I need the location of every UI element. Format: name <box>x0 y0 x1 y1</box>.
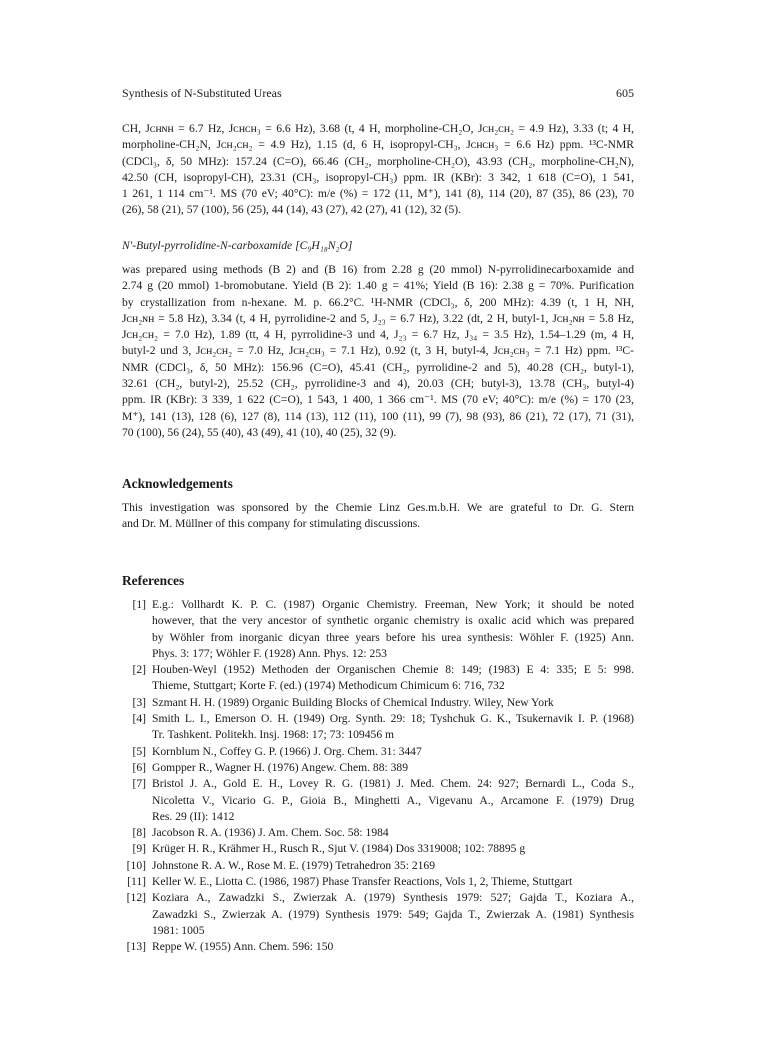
reference-item <box>122 939 634 955</box>
text-line: 2.74 g (20 mmol) 1-bromobutane. Yield (B 2): 1.40 g = 41%; Yield (B 16): 2.38 g = 70%. Purification <box>122 279 634 293</box>
reference-line: 1981: 1005 <box>152 923 205 937</box>
reference-number: [12] <box>126 891 146 905</box>
reference-text <box>152 825 634 841</box>
reference-line: Szmant H. H. (1989) Organic Building Blocks of Chemical Industry. Wiley, New York <box>152 695 554 709</box>
reference-text <box>152 841 634 857</box>
reference-text <box>152 695 634 711</box>
reference-item <box>122 776 634 825</box>
reference-line: Johnstone R. A. W., Rose M. E. (1979) Tetrahedron 35: 2169 <box>152 858 436 872</box>
reference-line: Keller W. E., Liotta C. (1986, 1987) Phase Transfer Reactions, Vols 1, 2, Thieme, Stuttgart <box>152 875 573 889</box>
text-line: was prepared using methods (B 2) and (B 16) from 2.28 g (20 mmol) N-pyrrolidinecarboxamide and <box>122 263 634 276</box>
reference-line: Houben-Weyl (1952) Methoden der Organischen Chemie 8: 149; (1983) E 4: 335; E 5: 998. <box>152 663 634 677</box>
reference-item <box>122 695 634 711</box>
reference-number: [13] <box>126 940 146 954</box>
reference-item <box>122 858 634 874</box>
reference-line: by Wöhler from inorganic dicyan three years before his urea synthesis: Wöhler F. (1925) Ann. <box>152 630 634 644</box>
reference-line: Krüger H. R., Krähmer H., Rusch R., Sjut V. (1984) Dos 3319008; 102: 78895 g <box>152 842 526 856</box>
reference-text <box>152 597 634 662</box>
text-line: 32.61 (CH₂, butyl-2), 25.52 (CH₂, pyrrolidine-3 and 4), 20.03 (CH; butyl-3), 13.78 (CH₃, butyl-4) <box>122 377 634 391</box>
reference-item <box>122 760 634 776</box>
reference-number: [4] <box>132 712 146 726</box>
reference-text <box>152 711 634 744</box>
compound-title: N′-Butyl-pyrrolidine-N-carboxamide [C₉H₁₈N₂O] <box>122 239 353 252</box>
reference-item <box>122 841 634 857</box>
text-line: NMR (CDCl₃, δ, 50 MHz): 156.96 (C=O), 45.41 (CH₂, pyrrolidine-2 and 5), 40.28 (CH₂, butyl-1), <box>122 360 634 374</box>
reference-number: [1] <box>132 598 146 611</box>
text-line: CH, Jᴄʜɴʜ = 6.7 Hz, Jᴄʜᴄʜ₃ = 6.6 Hz), 3.68 (t, 4 H, morpholine-CH₂O, Jᴄʜ₂ᴄʜ₂ = 4.9 Hz), 3.33 (t; 4 H, <box>122 122 634 135</box>
text-line: Jᴄʜ₂ᴄʜ₂ = 7.0 Hz), 1.89 (tt, 4 H, pyrrolidine-3 und 4, J₂₃ = 6.7 Hz, J₃₄ = 3.5 Hz), 1.54–1.29 (m, 4 H, <box>122 328 634 342</box>
reference-number: [10] <box>126 858 146 872</box>
reference-line: Gompper R., Wagner H. (1976) Angew. Chem. 88: 389 <box>152 760 409 774</box>
text-line: butyl-2 und 3, Jᴄʜ₂ᴄʜ₂ = 7.0 Hz, Jᴄʜ₂ᴄʜ₃ = 7.1 Hz), 0.92 (t, 3 H, butyl-4, Jᴄʜ₂ᴄʜ₃ = 7.1 Hz) ppm. ¹³C- <box>122 344 634 358</box>
reference-line: Kornblum N., Coffey G. P. (1966) J. Org. Chem. 31: 3447 <box>152 744 422 758</box>
reference-number: [6] <box>132 760 146 774</box>
reference-item <box>122 890 634 939</box>
reference-line: Thieme, Stuttgart; Korte F. (ed.) (1974) Methodicum Chimicum 6: 716, 732 <box>152 679 505 693</box>
acknowledgements-heading: Acknowledgements <box>122 476 233 491</box>
text-line: morpholine-CH₂N, Jᴄʜ₂ᴄʜ₂ = 4.9 Hz), 1.15 (d, 6 H, isopropyl-CH₃, Jᴄʜᴄʜ₃ = 6.6 Hz) ppm. ¹³C-NMR <box>122 138 634 152</box>
running-head-title: Synthesis of N-Substituted Ureas <box>122 86 282 100</box>
reference-number: [3] <box>132 695 146 709</box>
reference-item <box>122 874 634 890</box>
reference-line: Jacobson R. A. (1936) J. Am. Chem. Soc. 58: 1984 <box>152 826 389 840</box>
reference-line: Koziara A., Zawadzki S., Zwierzak A. (1979) Synthesis 1979: 527; Gajda T., Koziara A., <box>152 891 634 905</box>
reference-text <box>152 744 634 760</box>
reference-line: Zawadzki S., Zwierzak A. (1979) Synthesis 1979: 549; Gajda T., Zwierzak A. (1981) Synthesis <box>152 907 634 921</box>
reference-line: Reppe W. (1955) Ann. Chem. 596: 150 <box>152 940 334 954</box>
acknowledgements-paragraph <box>122 500 634 533</box>
reference-number: [9] <box>132 842 146 856</box>
reference-line: however, that the very ancestor of synthetic organic chemistry is oxalic acid which was prepared <box>152 614 634 628</box>
text-line: 42.50 (CH, isopropyl-CH), 23.31 (CH₃, isopropyl-CH₃) ppm. IR (KBr): 3 342, 1 618 (C=O), 1 541, <box>122 170 634 184</box>
text-line: 1 261, 1 114 cm⁻¹. MS (70 eV; 40°C): m/e (%) = 172 (11, M⁺), 141 (8), 114 (20), 87 (35), 86 (23), 70 <box>122 187 634 201</box>
reference-text <box>152 858 634 874</box>
text-line: ppm. IR (KBr): 3 339, 1 622 (C=O), 1 543, 1 400, 1 366 cm⁻¹. MS (70 eV; 40°C): m/e (%) = 170 (23, <box>122 393 634 407</box>
text-line: 70 (100), 56 (24), 55 (40), 43 (49), 41 (10), 40 (25), 32 (9). <box>122 425 397 439</box>
text-line: and Dr. M. Müllner of this company for stimulating discussions. <box>122 517 421 531</box>
text-line: by crystallization from n-hexane. M. p. 66.2°C. ¹H-NMR (CDCl₃, δ, 200 MHz): 4.39 (t, 1 H, NH, <box>122 295 634 309</box>
reference-number: [8] <box>132 826 146 840</box>
reference-item <box>122 744 634 760</box>
reference-item <box>122 825 634 841</box>
page-number: 605 <box>616 86 634 100</box>
reference-number: [2] <box>132 663 146 677</box>
reference-number: [11] <box>127 875 146 889</box>
reference-line: Phys. 3: 177; Wöhler F. (1928) Ann. Phys. 12: 253 <box>152 646 387 660</box>
reference-text <box>152 776 634 825</box>
reference-line: E.g.: Vollhardt K. P. C. (1987) Organic Chemistry. Freeman, New York; it should be noted <box>152 598 634 611</box>
text-line: (CDCl₃, δ, 50 MHz): 157.24 (C=O), 66.46 (CH₂, morpholine-CH₂O), 43.93 (CH₂, morpholine-CH₂N), <box>122 154 634 168</box>
compound-paragraph <box>122 262 634 441</box>
reference-text <box>152 760 634 776</box>
reference-text <box>152 939 634 955</box>
reference-text <box>152 874 634 890</box>
text-line: Jᴄʜ₂ɴʜ = 5.8 Hz), 3.34 (t, 4 H, pyrrolidine-2 and 5, J₂₃ = 6.7 Hz), 3.22 (dt, 2 H, butyl-1, Jᴄʜ₂ɴʜ = 5.8 Hz, <box>122 311 634 325</box>
text-line: M⁺), 141 (13), 128 (6), 127 (8), 114 (13), 112 (11), 100 (11), 99 (7), 98 (93), 86 (21), 72 (17), 71 (31), <box>122 409 634 423</box>
continued-paragraph <box>122 121 634 219</box>
reference-line: Smith L. I., Emerson O. H. (1949) Org. Synth. 29: 18; Tyshchuk G. K., Tsukernavik I. P. (1968) <box>152 712 634 726</box>
reference-line: Res. 29 (II): 1412 <box>152 809 235 823</box>
reference-item <box>122 711 634 744</box>
references-list <box>122 597 634 956</box>
reference-text <box>152 890 634 939</box>
reference-item <box>122 662 634 695</box>
reference-text <box>152 662 634 695</box>
reference-item <box>122 597 634 662</box>
reference-line: Bristol J. A., Gold E. H., Lovey R. G. (1981) J. Med. Chem. 24: 927; Bernardi L., Coda S., <box>152 777 634 791</box>
reference-number: [5] <box>132 744 146 758</box>
reference-line: Tr. Tashkent. Politekh. Insj. 1968: 17; 73: 109456 m <box>152 728 395 742</box>
running-head <box>122 85 634 103</box>
reference-number: [7] <box>132 777 146 791</box>
references-heading: References <box>122 573 185 588</box>
reference-line: Nicoletta V., Vicario G. P., Gioia B., Minghetti A., Vigevanu A., Arcamone F. (1979) Drug <box>152 793 634 807</box>
text-line: (26), 58 (21), 57 (100), 56 (25), 44 (14), 43 (27), 42 (27), 41 (12), 32 (5). <box>122 203 462 217</box>
text-line: This investigation was sponsored by the Chemie Linz Ges.m.b.H. We are grateful to Dr. G. Stern <box>122 501 634 514</box>
